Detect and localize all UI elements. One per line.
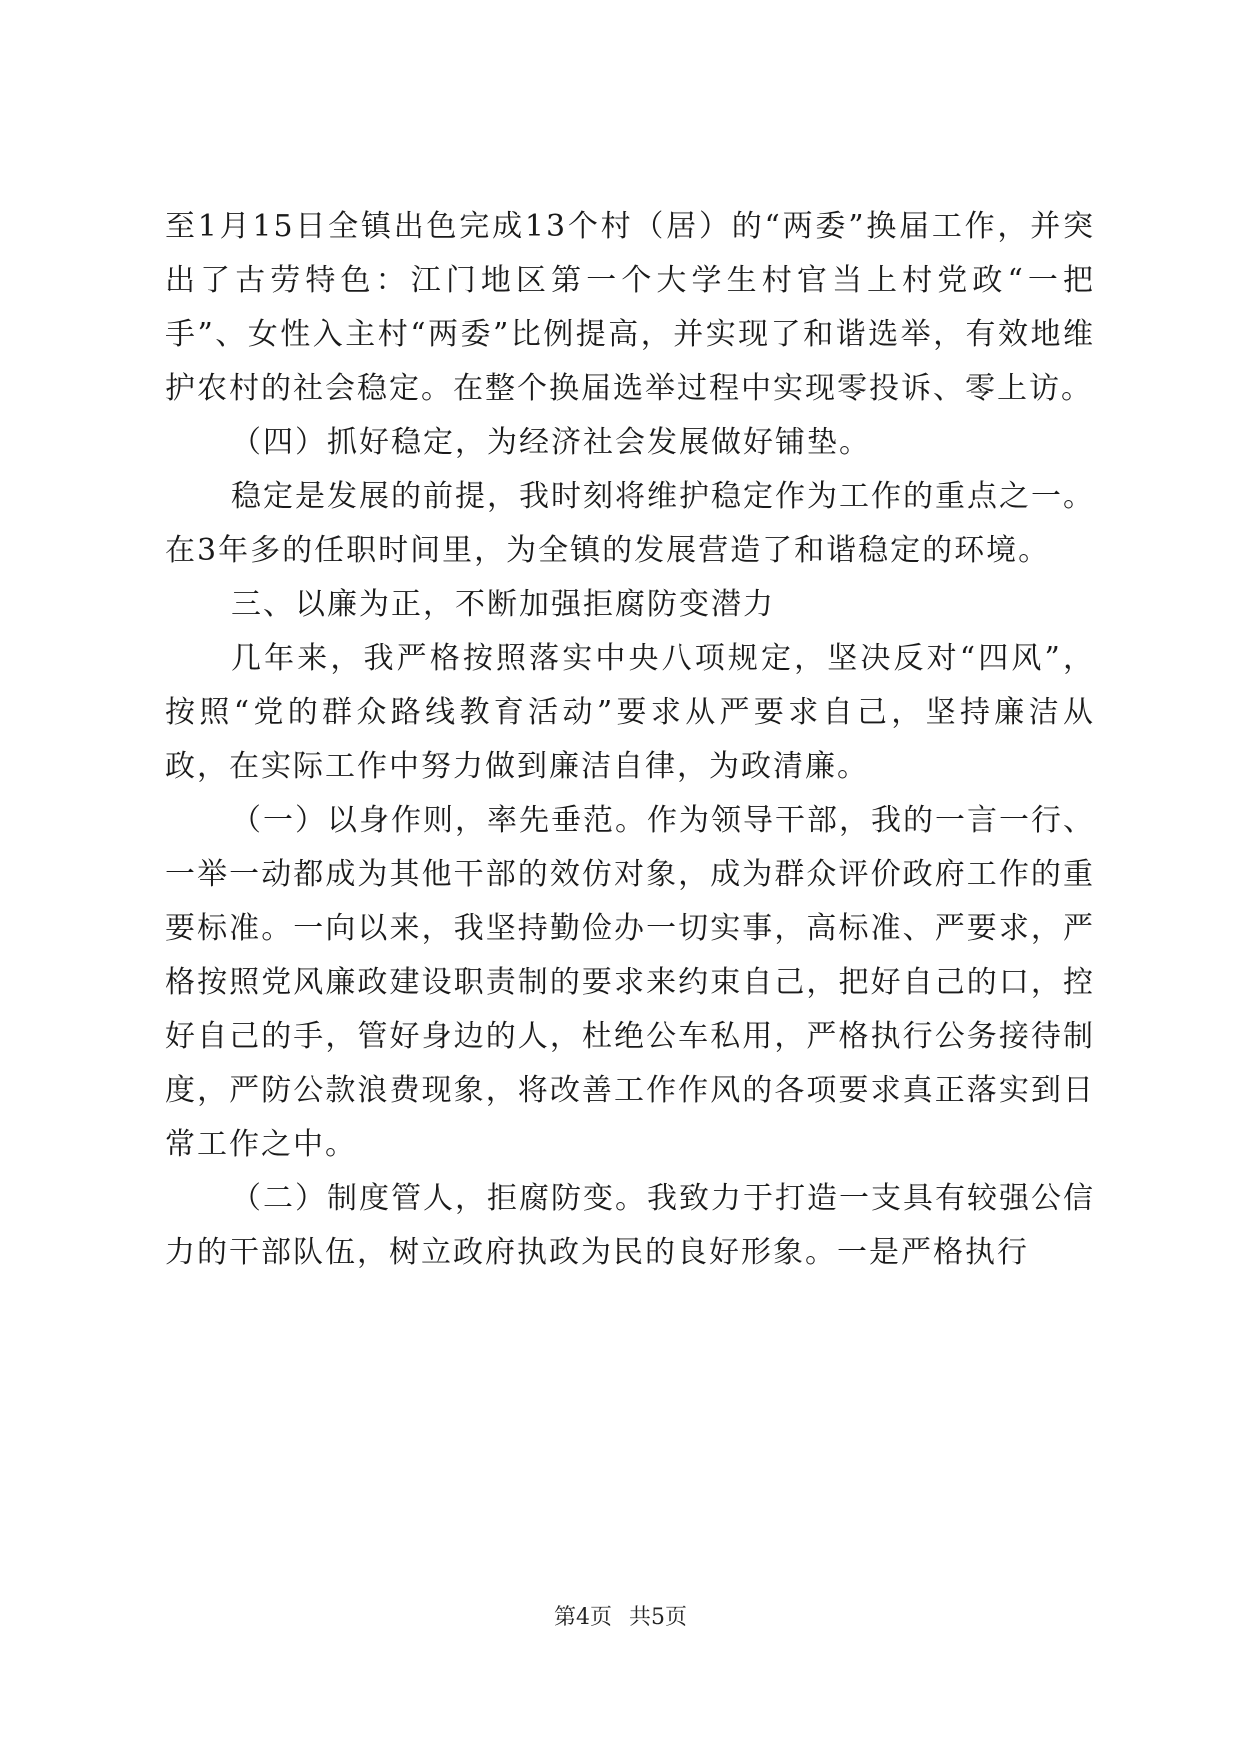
page-number-current: 第4页 [554, 1605, 612, 1630]
page-footer [0, 1603, 1241, 1633]
paragraph-continuation: 至1月15日全镇出色完成13个村（居）的“两委”换届工作，并突出了古劳特色：江门地区第一个大学生村官当上村党政“一把手”、女性入主村“两委”比例提高，并实现了和谐选举，有效地维护农村的社会稳定。在整个换届选举过程中实现零投诉、零上访。 [165, 209, 1095, 406]
section-heading-3: 三、以廉为正，不断加强拒腐防变潜力 [231, 587, 775, 622]
paragraph-sub-2: （二）制度管人，拒腐防变。我致力于打造一支具有较强公信力的干部队伍，树立政府执政为民的良好形象。一是严格执行 [165, 1181, 1095, 1270]
body-text [165, 200, 1095, 1280]
paragraph-sub-1: （一）以身作则，率先垂范。作为领导干部，我的一言一行、一举一动都成为其他干部的效仿对象，成为群众评价政府工作的重要标准。一向以来，我坚持勤俭办一切实事，高标准、严要求，严格按照党风廉政建设职责制的要求来约束自己，把好自己的口，控好自己的手，管好身边的人，杜绝公车私用，严格执行公务接待制度，严防公款浪费现象，将改善工作作风的各项要求真正落实到日常工作之中。 [165, 803, 1095, 1162]
paragraph-integrity: 几年来，我严格按照落实中央八项规定，坚决反对“四风”，按照“党的群众路线教育活动”要求从严要求自己，坚持廉洁从政，在实际工作中努力做到廉洁自律，为政清廉。 [165, 641, 1095, 784]
paragraph-heading-4: （四）抓好稳定，为经济社会发展做好铺垫。 [231, 425, 871, 460]
page-number-total: 共5页 [629, 1605, 687, 1630]
paragraph-stability: 稳定是发展的前提，我时刻将维护稳定作为工作的重点之一。在3年多的任职时间里，为全镇的发展营造了和谐稳定的环境。 [165, 479, 1095, 568]
